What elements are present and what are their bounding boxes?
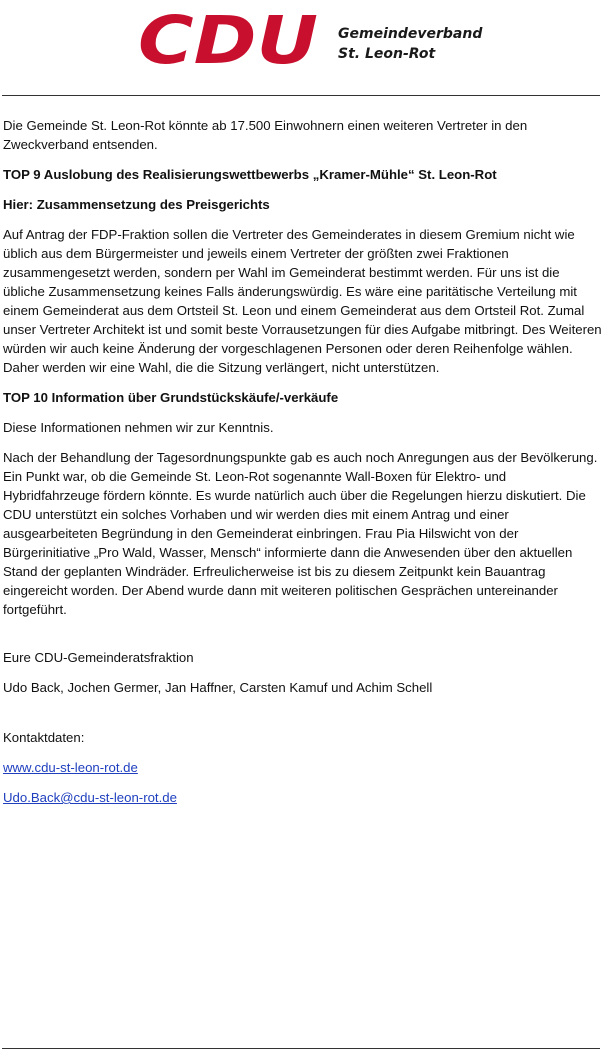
top9-subheading: Hier: Zusammensetzung des Preisgerichts (3, 197, 270, 212)
organization-name (338, 24, 482, 64)
cdu-logo-text: CDU (138, 6, 318, 70)
signatories: Udo Back, Jochen Germer, Jan Haffner, Carsten Kamuf und Achim Schell (3, 680, 433, 695)
top10-heading: TOP 10 Information über Grundstückskäufe/-verkäufe (3, 390, 339, 405)
website-link[interactable]: www.cdu-st-leon-rot.de (3, 760, 138, 775)
top10-paragraph: Diese Informationen nehmen wir zur Kenntnis. (3, 420, 274, 435)
letterhead (0, 0, 610, 96)
closing-paragraph: Nach der Behandlung der Tagesordnungspunkte gab es auch noch Anregungen aus der Bevölkerung. Ein Punkt war, ob die Gemeinde St. Leon-Rot sogenannte Wall-Boxen für Elektro- und Hybridfahrzeuge fördern könnte. Es wurde natürlich auch über die Regelungen hierzu diskutiert. Die CDU unterstützt ein solches Vorhaben und wir werden dies mit einem Antrag und einer ausgearbeiteten Begründung in den Gemeinderat einbringen. Frau Pia Hilswicht von der Bürgerinitiative „Pro Wald, Wasser, Mensch“ informierte dann die Anwesenden über den aktuellen Stand der geplanten Windräder. Erfreulicherweise ist bis zu diesem Zeitpunkt kein Bauantrag eingereicht worden. Der Abend wurde dann mit weiteren politischen Gesprächen untereinander fortgeführt. (3, 450, 598, 617)
website-item (3, 758, 603, 777)
top9-heading: TOP 9 Auslobung des Realisierungswettbewerbs „Kramer-Mühle“ St. Leon-Rot (3, 167, 497, 182)
contact-label: Kontaktdaten: (3, 730, 85, 745)
document-body (3, 116, 603, 818)
email-item (3, 788, 603, 807)
spacer (3, 708, 603, 728)
greeting: Eure CDU-Gemeinderatsfraktion (3, 650, 194, 665)
intro-paragraph: Die Gemeinde St. Leon-Rot könnte ab 17.500 Einwohnern einen weiteren Vertreter in den Zweckverband entsenden. (3, 118, 528, 152)
organization-line-2: St. Leon-Rot (338, 46, 436, 62)
email-link[interactable]: Udo.Back@cdu-st-leon-rot.de (3, 790, 177, 805)
spacer (3, 630, 603, 648)
cdu-logo (136, 6, 320, 70)
header-divider (2, 95, 600, 96)
top9-paragraph: Auf Antrag der FDP-Fraktion sollen die Vertreter des Gemeinderates in diesem Gremium nicht wie üblich aus dem Bürgermeister und jeweils einem Vertreter der größten zwei Fraktionen zusammengesetzt werden, sondern per Wahl im Gemeinderat bestimmt werden. Für uns ist die übliche Zusammensetzung keines Falls änderungswürdig. Es wäre eine paritätische Verteilung mit einem Gemeinderat aus dem Ortsteil St. Leon und einem Gemeinderat aus dem Ortsteil Rot. Zumal unser Vertreter Architekt ist und somit beste Vorrausetzungen für dies Aufgabe mitbringt. Des Weiteren würden wir auch keine Änderung der vorgeschlagenen Personen oder deren Reihenfolge wählen. Daher werden wir eine Wahl, die die Sitzung verlängert, nicht unterstützen. (3, 227, 602, 375)
organization-line-1: Gemeindeverband (338, 26, 483, 42)
footer-divider (2, 1048, 600, 1049)
